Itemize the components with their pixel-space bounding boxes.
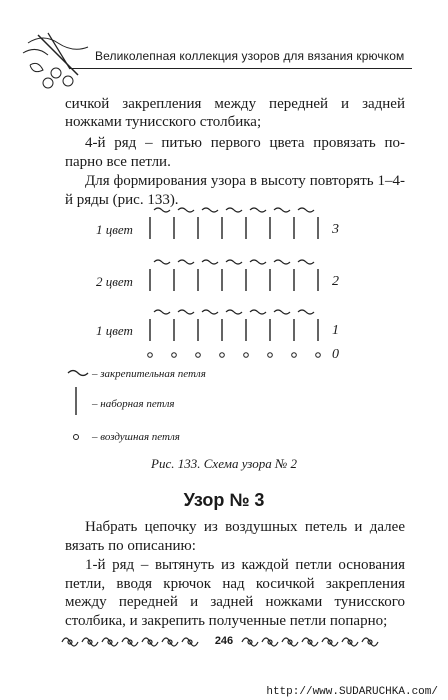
wave-loop-icon: [298, 260, 314, 264]
wave-loop-icon: [178, 208, 194, 212]
wave-loop-icon: [202, 208, 218, 212]
wave-loop-icon: [226, 260, 242, 264]
section-paragraph-intro: Набрать цепочку из воздушных петель и далее вязать по описанию:: [65, 519, 405, 554]
legend-text: – закрепительная петля: [92, 368, 206, 380]
wave-loop-icon: [274, 208, 290, 212]
circle-chain-icon: [244, 353, 249, 358]
wave-loop-icon: [154, 208, 170, 212]
row-label: 1 цвет: [96, 222, 133, 237]
row-number-base: 0: [332, 347, 339, 362]
wave-loop-icon: [274, 310, 290, 314]
circle-chain-icon: [148, 353, 153, 358]
wave-loop-icon: [298, 208, 314, 212]
pattern-chart-svg: [0, 195, 448, 465]
wave-loop-icon: [274, 260, 290, 264]
row-label: 2 цвет: [96, 274, 133, 289]
circle-chain-icon: [316, 353, 321, 358]
figure-caption: Рис. 133. Схема узора № 2: [151, 456, 297, 471]
footer-ornament-right-icon: [240, 632, 390, 652]
circle-chain-icon: [268, 353, 273, 358]
wave-loop-icon: [154, 260, 170, 264]
legend-text: – воздушная петля: [92, 431, 180, 443]
wave-loop-icon: [226, 208, 242, 212]
circle-chain-icon: [196, 353, 201, 358]
circle-chain-icon: [220, 353, 225, 358]
wave-loop-icon: [250, 260, 266, 264]
wave-loop-icon: [298, 310, 314, 314]
section-paragraph-row-1: 1-й ряд – вытянуть из каждой петли основания петли, вводя крючок над косичкой закрепления между передней и задней ножками тунисского столбика, и закрепить полученные петли попарно;: [65, 557, 405, 629]
wave-loop-icon: [226, 310, 242, 314]
watermark-url: http://www.SUDARUCHKA.com/: [266, 686, 438, 698]
wave-loop-icon: [250, 310, 266, 314]
pattern-chart-figure: [0, 195, 448, 465]
page-number: 246: [214, 635, 234, 647]
paragraph-line: ножками тунисского столбика;: [65, 114, 262, 130]
wave-loop-icon: [178, 260, 194, 264]
wave-loop-icon: [202, 260, 218, 264]
section-title: Узор № 3: [183, 490, 265, 510]
wave-loop-icon: [154, 310, 170, 314]
footer-ornament-left-icon: [60, 632, 210, 652]
running-header-title: Великолепная коллекция узоров для вязания крючком: [95, 49, 405, 63]
circle-chain-icon: [74, 435, 79, 440]
row-number: 1: [332, 323, 339, 338]
header-rule: [70, 68, 412, 69]
wave-loop-icon: [68, 371, 88, 376]
circle-chain-icon: [172, 353, 177, 358]
paragraph-line: сичкой закрепления между передней и задней: [65, 96, 405, 112]
legend-text: – наборная петля: [92, 398, 175, 410]
circle-chain-icon: [292, 353, 297, 358]
row-number: 3: [332, 222, 339, 237]
row-number: 2: [332, 274, 339, 289]
wave-loop-icon: [178, 310, 194, 314]
paragraph-repeat: Для формирования узора в высоту повторять 1–4-й ряды (рис. 133).: [65, 173, 405, 208]
wave-loop-icon: [202, 310, 218, 314]
paragraph-row-4: 4-й ряд – питью первого цвета провязать по-парно все петли.: [65, 135, 405, 170]
row-label: 1 цвет: [96, 323, 133, 338]
wave-loop-icon: [250, 208, 266, 212]
header-ornament-icon: [18, 25, 93, 95]
